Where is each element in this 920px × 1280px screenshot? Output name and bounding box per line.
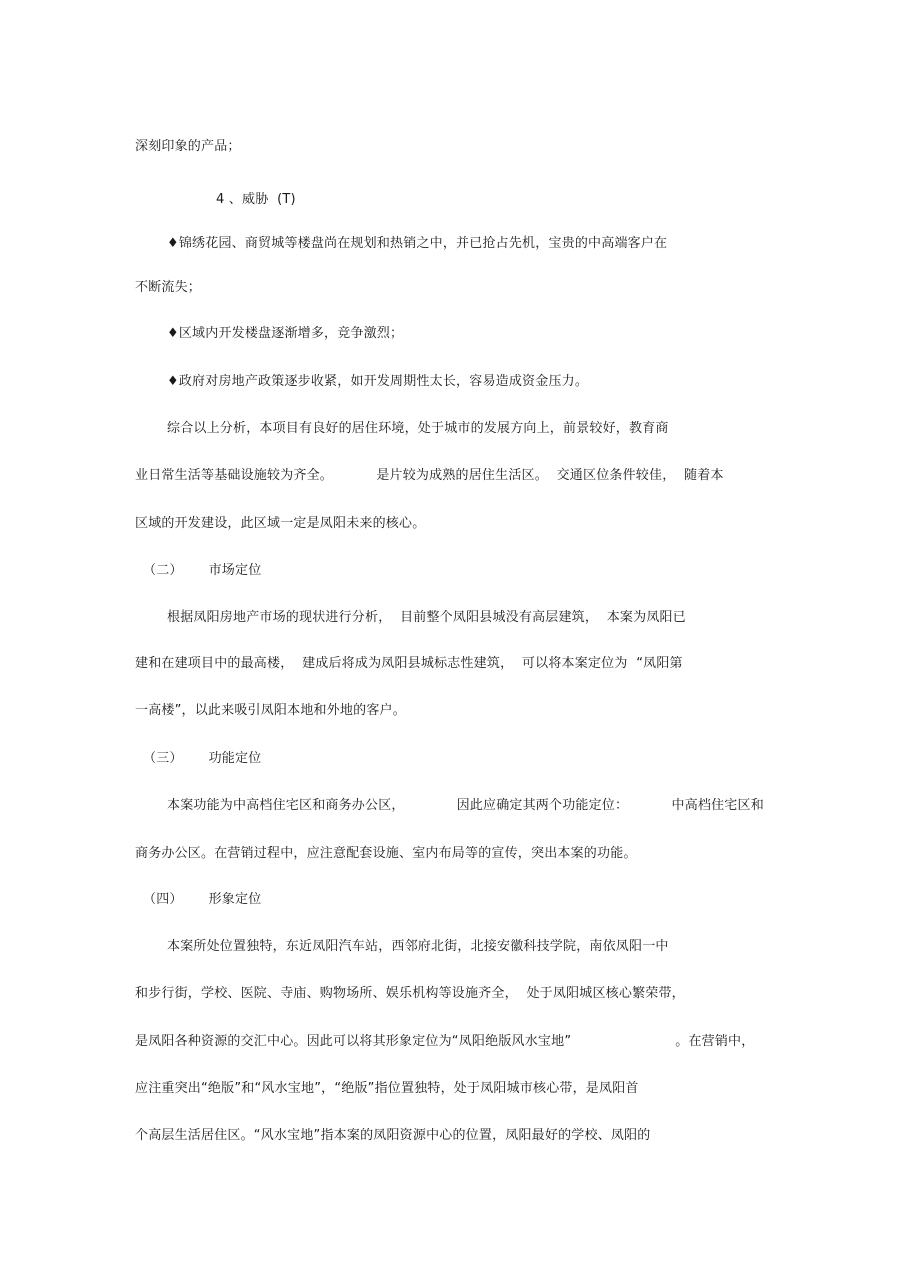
section-heading-threats: 4 、威胁 (T) [216, 192, 296, 207]
paragraph-image-line-5: 个高层生活居住区。“风水宝地”指本案的凤阳资源中心的位置，凤阳最好的学校、凤阳的 [135, 1128, 651, 1143]
paragraph-market-line-1: 根据凤阳房地产市场的现状进行分析， 目前整个凤阳县城没有高层建筑， 本案为凤阳已 [167, 610, 686, 625]
section-heading-image-positioning: （四） 形象定位 [143, 892, 262, 907]
paragraph-market-line-2: 建和在建项目中的最高楼， 建成后将成为凤阳县城标志性建筑， 可以将本案定位为 “凤阳第 [135, 656, 683, 671]
paragraph-image-line-3: 是凤阳各种资源的交汇中心。因此可以将其形象定位为“凤阳绝版风水宝地” 。在营销中， [135, 1034, 755, 1049]
bullet-item-1: ♦锦绣花园、商贸城等楼盘尚在规划和热销之中，并已抢占先机，宝贵的中高端客户在 [167, 236, 668, 251]
paragraph-summary-line-1: 综合以上分析，本项目有良好的居住环境，处于城市的发展方向上，前景较好，教育商 [167, 421, 669, 436]
paragraph-market-line-3: 一高楼”，以此来吸引凤阳本地和外地的客户。 [135, 703, 406, 718]
paragraph-summary-line-3: 区域的开发建设，此区域一定是凤阳未来的核心。 [135, 516, 426, 531]
paragraph-image-line-1: 本案所处位置独特，东近凤阳汽车站，西邻府北街，北接安徽科技学院，南依凤阳一中 [167, 939, 669, 954]
paragraph-function-line-2: 商务办公区。在营销过程中，应注意配套设施、室内布局等的宣传，突出本案的功能。 [135, 846, 637, 861]
paragraph-image-line-4: 应注重突出“绝版”和“风水宝地”，“绝版”指位置独特，处于凤阳城市核心带，是凤阳首 [135, 1081, 639, 1096]
paragraph-image-line-2: 和步行街，学校、医院、寺庙、购物场所、娱乐机构等设施齐全， 处于凤阳城区核心繁荣带， [135, 986, 685, 1001]
text-line-1: 深刻印象的产品； [135, 139, 241, 154]
text-line-4: 不断流失； [135, 280, 202, 295]
section-heading-function-positioning: （三） 功能定位 [143, 751, 262, 766]
bullet-item-3: ♦政府对房地产政策逐步收紧，如开发周期性太长，容易造成资金压力。 [167, 374, 589, 389]
paragraph-function-line-1: 本案功能为中高档住宅区和商务办公区， 因此应确定其两个功能定位： 中高档住宅区和 [167, 798, 764, 813]
bullet-item-2: ♦区域内开发楼盘逐渐增多，竞争激烈； [167, 326, 404, 341]
paragraph-summary-line-2: 业日常生活等基础设施较为齐全。 是片较为成熟的居住生活区。 交通区位条件较佳， 随着本 [135, 468, 724, 483]
section-heading-market-positioning: （二） 市场定位 [143, 563, 262, 578]
